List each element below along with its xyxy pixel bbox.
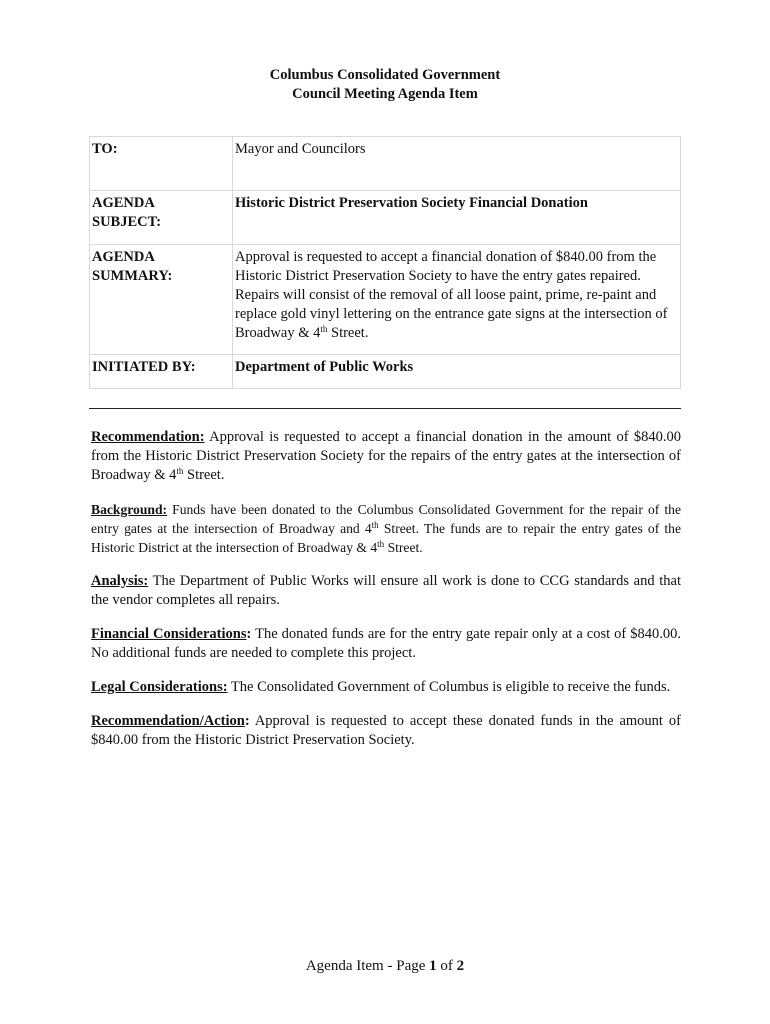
financial-heading: Financial Considerations — [91, 626, 247, 642]
action-heading: Recommendation/Action — [91, 713, 245, 729]
subject-label — [90, 191, 233, 245]
agenda-info-table — [89, 136, 681, 389]
background-heading: Background: — [91, 502, 168, 517]
recommendation-text: Approval is requested to accept a financial donation in the amount of $840.00 from the Historic District Preservation Society for the repairs of the entry gates at the intersection of Broadway & 4 — [91, 429, 681, 483]
analysis-text: The Department of Public Works will ensure all work is done to CCG standards and that the vendor completes all repairs. — [91, 573, 681, 608]
background-text-end: Street. — [384, 540, 423, 555]
table-row-summary — [90, 245, 681, 355]
analysis-heading: Analysis: — [91, 573, 149, 589]
background-text-middle: Street. The funds are to repair the entry gates of the Historic District at the intersection of Broadway & 4 — [91, 521, 682, 555]
subject-value: Historic District Preservation Society Financial Donation — [233, 191, 681, 245]
action-paragraph — [91, 712, 681, 750]
legal-heading: Legal Considerations: — [91, 679, 228, 695]
summary-value — [233, 245, 681, 355]
financial-colon: : — [246, 626, 252, 642]
legal-text: The Consolidated Government of Columbus is eligible to receive the funds. — [227, 679, 671, 695]
subject-label-line2: SUBJECT: — [92, 214, 162, 230]
recommendation-paragraph — [91, 428, 681, 485]
recommendation-heading: Recommendation: — [91, 429, 205, 445]
action-colon: : — [244, 713, 250, 729]
background-superscript-1: th — [371, 520, 379, 530]
section-divider — [89, 408, 681, 409]
summary-label-line2: SUMMARY: — [92, 268, 173, 284]
document-header — [0, 66, 770, 104]
initiated-label: INITIATED BY: — [90, 355, 233, 389]
subject-label-line1: AGENDA — [92, 195, 155, 211]
summary-label-line1: AGENDA — [92, 249, 155, 265]
table-row-subject — [90, 191, 681, 245]
recommendation-superscript: th — [176, 466, 184, 476]
initiated-value: Department of Public Works — [233, 355, 681, 389]
legal-paragraph — [91, 678, 681, 697]
organization-name: Columbus Consolidated Government — [269, 67, 501, 83]
table-row-initiated — [90, 355, 681, 389]
to-label: TO: — [90, 137, 233, 191]
background-paragraph — [91, 500, 681, 557]
summary-superscript: th — [320, 324, 328, 334]
background-superscript-2: th — [377, 539, 385, 549]
summary-text: Approval is requested to accept a financial donation of $840.00 from the Historic District Preservation Society to have the entry gates repaired. Repairs will consist of the removal of all loose paint, prime, re-paint and replace gold vinyl lettering on the entrance gate signs at the intersection of Broadway & 4 — [235, 249, 668, 341]
page-footer — [0, 958, 770, 975]
financial-paragraph — [91, 625, 681, 663]
recommendation-text-end: Street. — [183, 467, 225, 483]
to-value: Mayor and Councilors — [233, 137, 681, 191]
document-title: Council Meeting Agenda Item — [292, 86, 478, 102]
summary-label — [90, 245, 233, 355]
background-text: Funds have been donated to the Columbus Consolidated Government for the repair of the entry gates at the intersection of Broadway and 4 — [91, 502, 681, 536]
footer-prefix: Agenda Item - Page — [305, 958, 430, 974]
summary-text-end: Street. — [327, 325, 369, 341]
financial-text: The donated funds are for the entry gate repair only at a cost of $840.00. No additional funds are needed to complete this project. — [91, 626, 682, 661]
action-text: Approval is requested to accept these donated funds in the amount of $840.00 from the Historic District Preservation Society. — [91, 713, 681, 748]
footer-page-number: 1 — [429, 958, 437, 974]
analysis-paragraph — [91, 572, 681, 610]
document-body — [91, 428, 681, 765]
footer-page-total: 2 — [456, 958, 465, 974]
table-row-to — [90, 137, 681, 191]
footer-of: of — [436, 958, 457, 974]
